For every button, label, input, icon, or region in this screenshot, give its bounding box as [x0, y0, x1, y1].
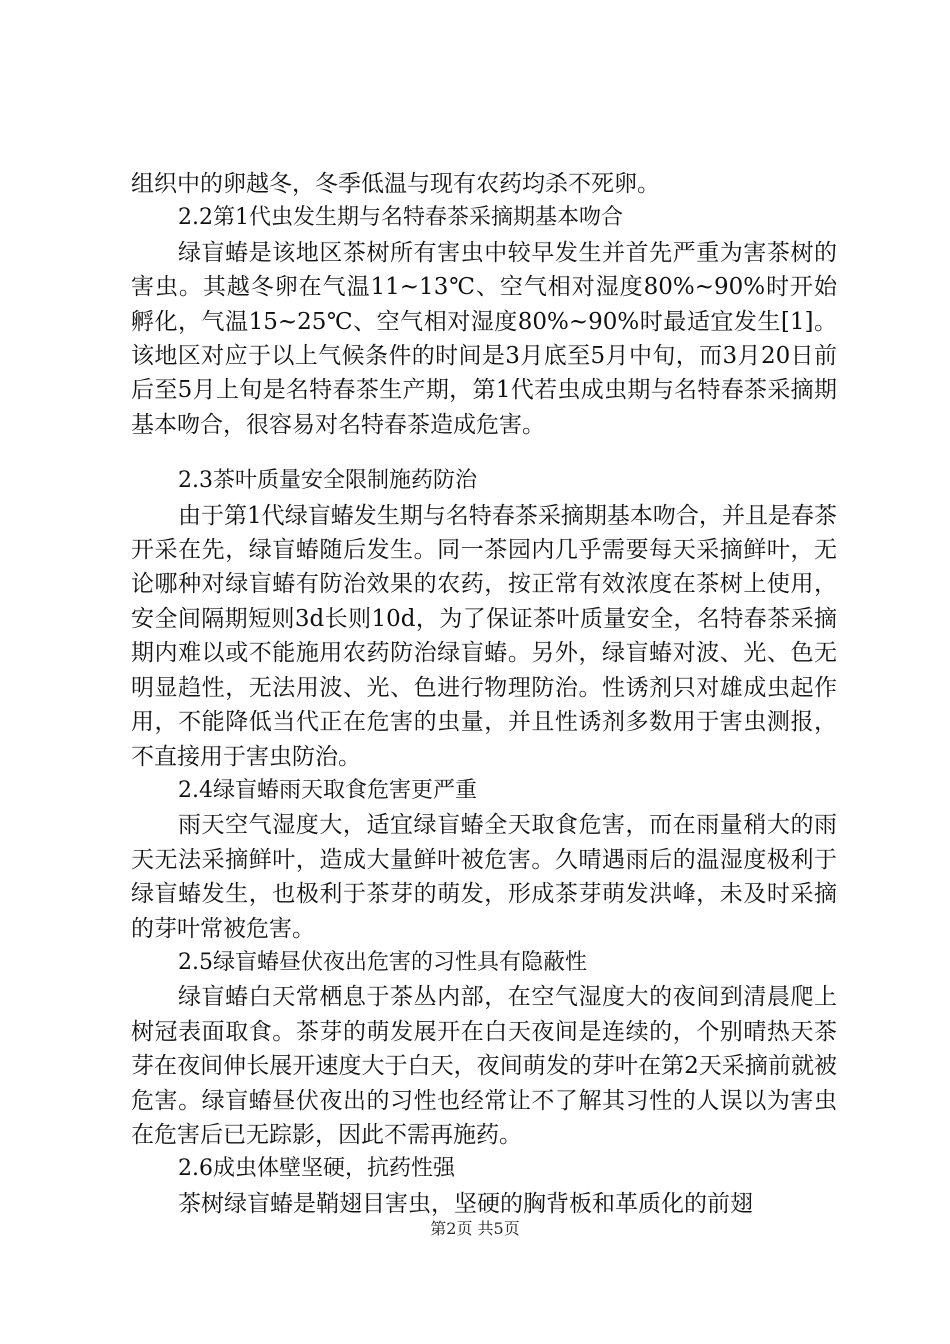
section-heading-2-5: 2.5绿盲蝽昼伏夜出危害的习性具有隐蔽性	[178, 949, 587, 975]
document-body	[131, 167, 837, 1221]
paragraph-2-4: 雨天空气湿度大，适宜绿盲蝽全天取食危害，而在雨量稍大的雨天无法采摘鲜叶，造成大量鲜叶被危害。久晴遇雨后的温湿度极利于绿盲蝽发生，也极利于茶芽的萌发，形成茶芽萌发洪峰，未及时采摘的芽叶常被危害。	[131, 812, 837, 942]
paragraph-2-3: 由于第1代绿盲蝽发生期与名特春茶采摘期基本吻合，并且是春茶开采在先，绿盲蝽随后发生。同一茶园内几乎需要每天采摘鲜叶，无论哪种对绿盲蝽有防治效果的农药，按正常有效浓度在茶树上使用，安全间隔期短则3d长则10d，为了保证茶叶质量安全，名特春茶采摘期内难以或不能施用农药防治绿盲蝽。另外，绿盲蝽对波、光、色无明显趋性，无法用波、光、色进行物理防治。性诱剂只对雄成虫起作用，不能降低当代正在危害的虫量，并且性诱剂多数用于害虫测报，不直接用于害虫防治。	[131, 502, 837, 770]
paragraph-continued: 组织中的卵越冬，冬季低温与现有农药均杀不死卵。	[131, 171, 660, 197]
paragraph-2-2: 绿盲蝽是该地区茶树所有害虫中较早发生并首先严重为害茶树的害虫。其越冬卵在气温11~13℃、空气相对湿度80%~90%时开始孵化，气温15~25℃、空气相对湿度80%~90%时最适宜发生[1]。该地区对应于以上气候条件的时间是3月底至5月中旬，而3月20日前后至5月上旬是名特春茶生产期，第1代若虫成虫期与名特春茶采摘期基本吻合，很容易对名特春茶造成危害。	[131, 239, 837, 438]
paragraph-2-5: 绿盲蝽白天常栖息于茶丛内部，在空气湿度大的夜间到清晨爬上树冠表面取食。茶芽的萌发展开在白天夜间是连续的，个别晴热天茶芽在夜间伸长展开速度大于白天，夜间萌发的芽叶在第2天采摘前就被危害。绿盲蝽昼伏夜出的习性也经常让不了解其习性的人误以为害虫在危害后已无踪影，因此不需再施药。	[131, 984, 837, 1148]
section-heading-2-4: 2.4绿盲蝽雨天取食危害更严重	[178, 777, 477, 803]
section-heading-2-3: 2.3茶叶质量安全限制施药防治	[178, 468, 477, 494]
section-heading-2-6: 2.6成虫体壁坚硬，抗药性强	[178, 1156, 455, 1182]
section-heading-2-2: 2.2第1代虫发生期与名特春茶采摘期基本吻合	[178, 205, 623, 231]
page-number-footer: 第2页 共5页	[430, 1219, 520, 1238]
paragraph-2-6: 茶树绿盲蝽是鞘翅目害虫，坚硬的胸背板和革质化的前翅	[178, 1190, 753, 1217]
